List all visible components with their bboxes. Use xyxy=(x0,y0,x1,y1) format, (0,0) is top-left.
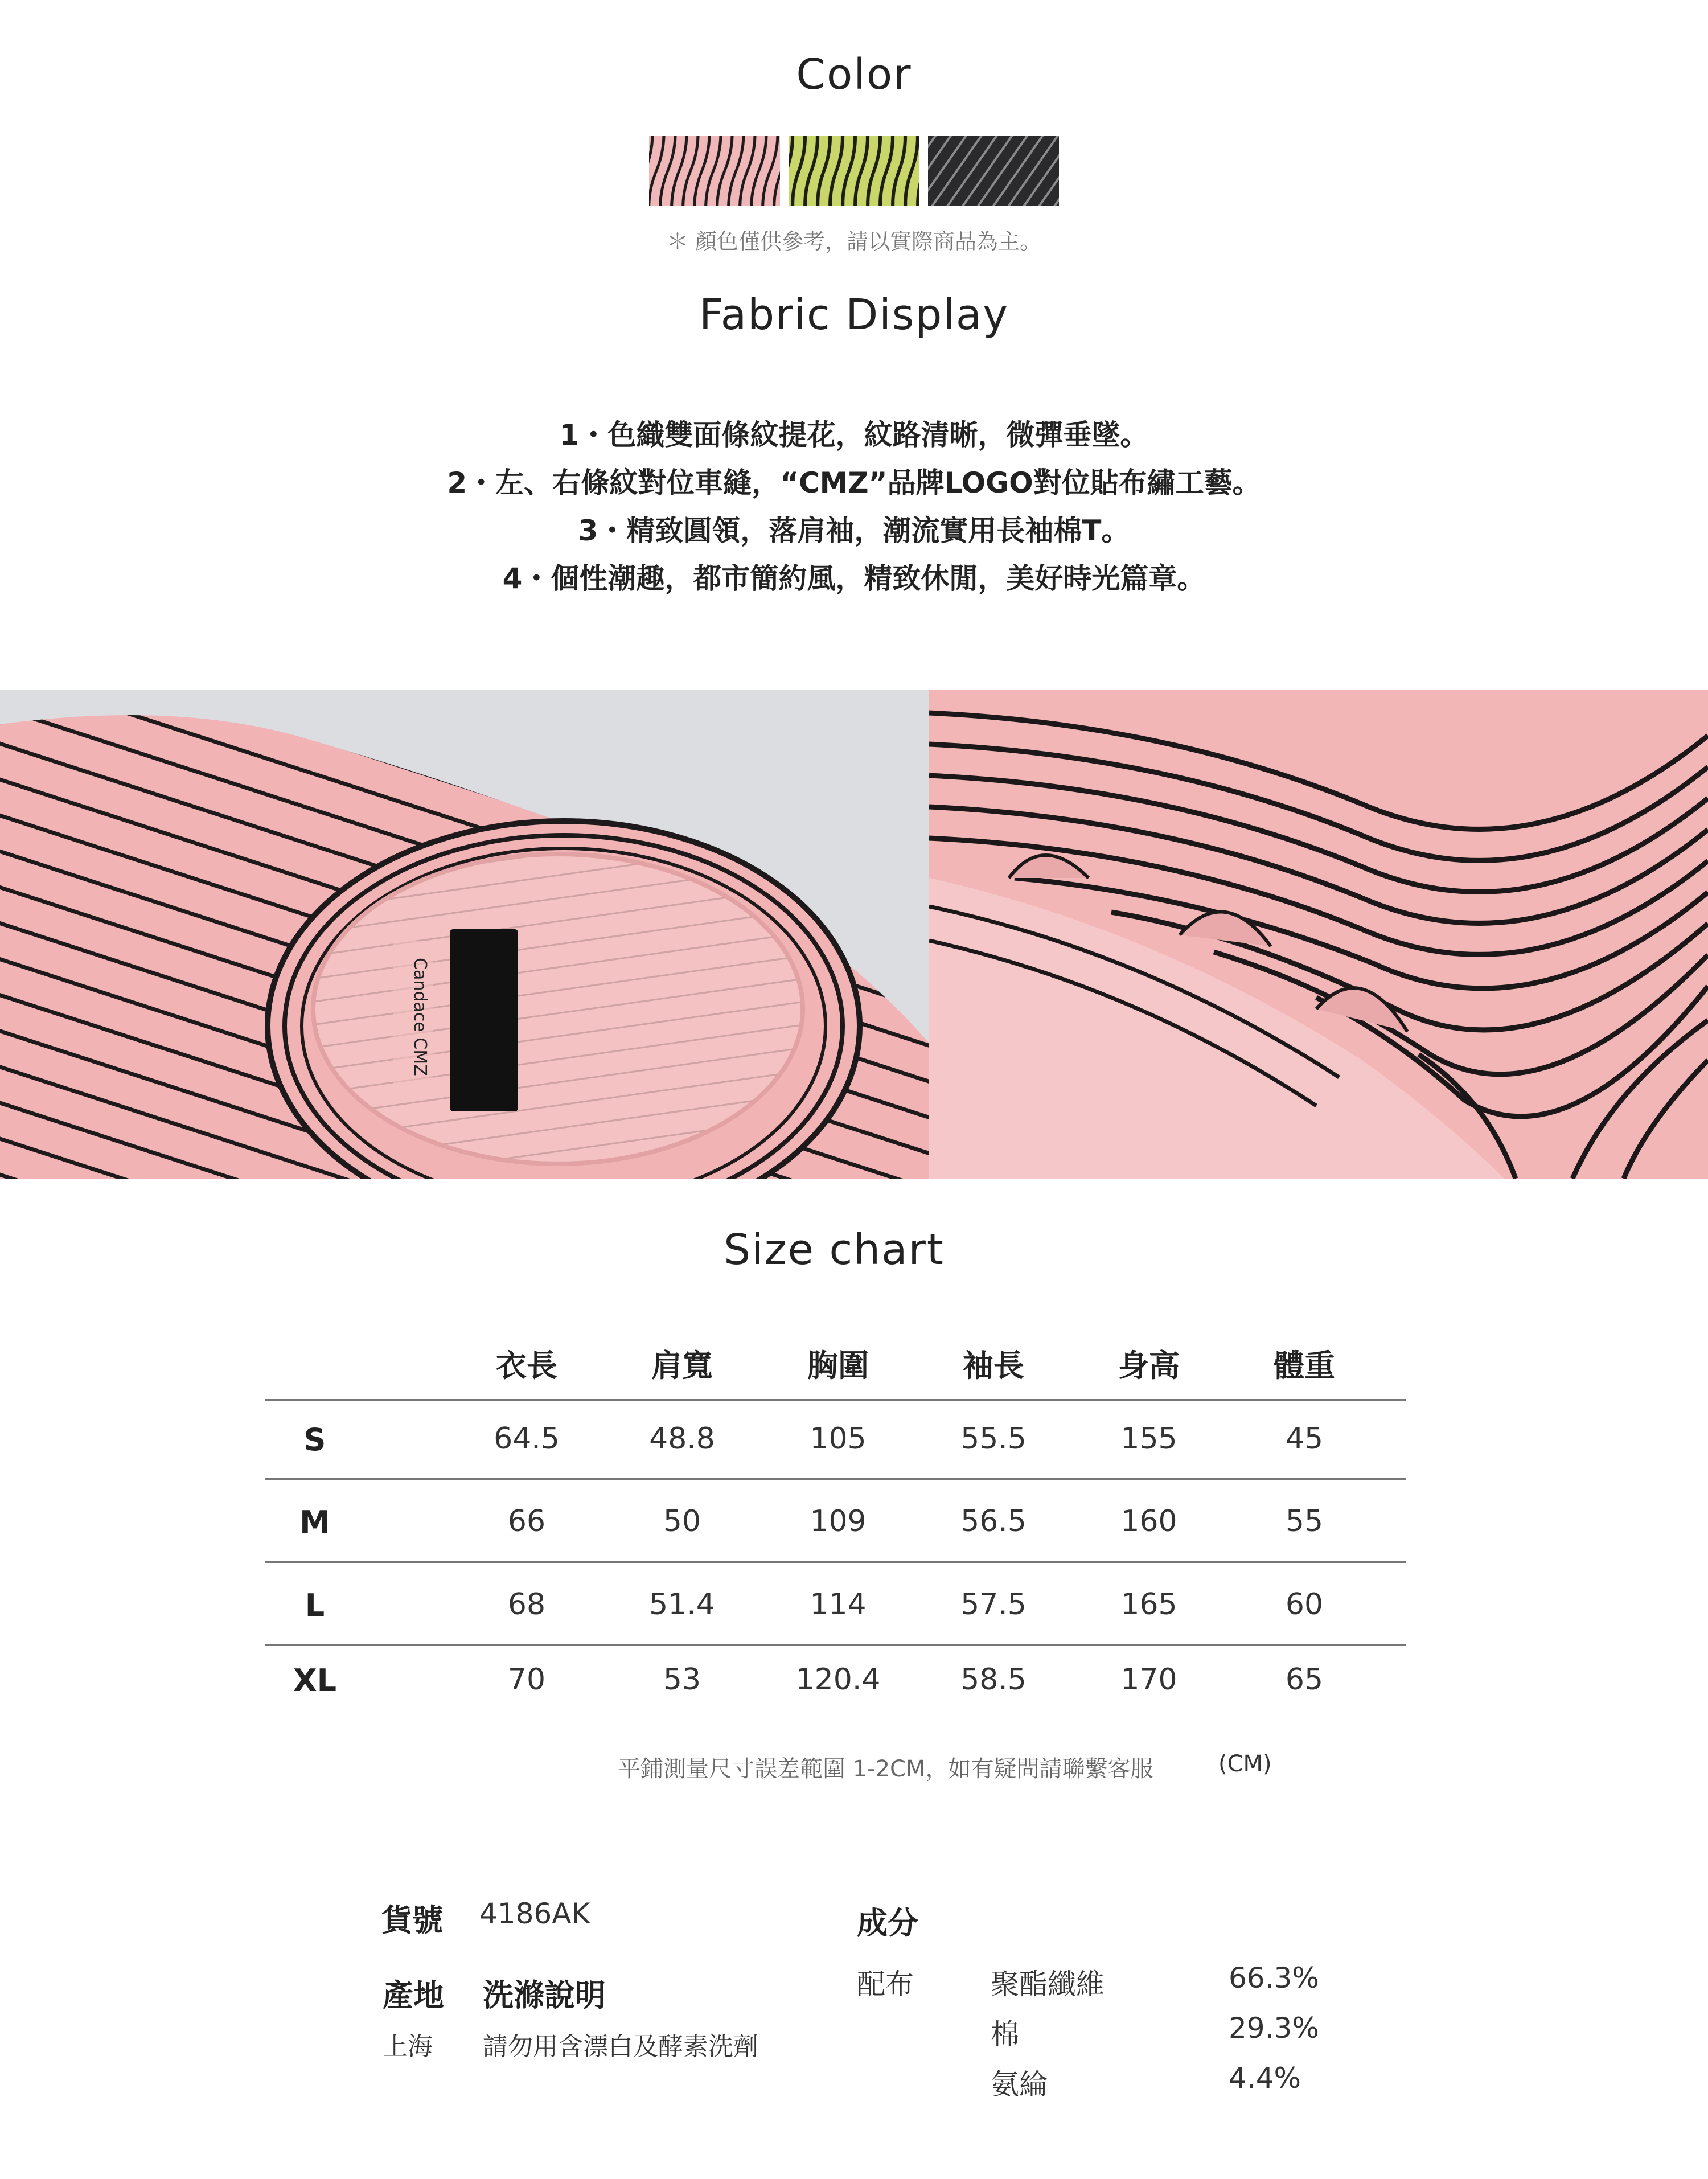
table-cell: 155 xyxy=(1120,1422,1177,1456)
collar-photo xyxy=(0,690,929,1179)
table-cell: 57.5 xyxy=(960,1587,1027,1622)
table-cell: 60 xyxy=(1285,1587,1324,1622)
table-cell: 53 xyxy=(663,1663,701,1697)
table-cell: 50 xyxy=(663,1504,701,1538)
col-header: 袖長 xyxy=(963,1348,1024,1384)
origin-value: 上海 xyxy=(383,2032,433,2061)
table-cell: 51.4 xyxy=(649,1587,715,1622)
feature-item: 3・精致圓領，落肩袖，潮流實用長袖棉T。 xyxy=(578,514,1130,547)
col-header: 胸圍 xyxy=(807,1348,869,1384)
table-cell: 55.5 xyxy=(960,1422,1027,1456)
table-cell: 66 xyxy=(507,1504,546,1538)
table-cell: 120.4 xyxy=(795,1663,881,1697)
item-no-value: 4186AK xyxy=(479,1897,590,1930)
table-cell: 55 xyxy=(1285,1504,1324,1538)
swatch-pink xyxy=(649,136,780,206)
table-rule xyxy=(265,1478,1406,1480)
table-cell: 105 xyxy=(810,1422,867,1456)
neck-label-text: Candace CMZ xyxy=(410,958,430,1076)
table-cell: 114 xyxy=(810,1587,867,1622)
col-header: 身高 xyxy=(1118,1348,1180,1384)
size-label: L xyxy=(305,1587,325,1623)
swatch-lime xyxy=(789,136,919,206)
table-rule xyxy=(265,1561,1406,1563)
part-label: 配布 xyxy=(857,1968,914,2001)
wash-value: 請勿用含漂白及酵素洗劑 xyxy=(483,2032,758,2061)
wash-label: 洗滌說明 xyxy=(483,1977,606,2013)
swatch-black xyxy=(928,136,1059,206)
color-note: ＊ 顏色僅供參考，請以實際商品為主。 xyxy=(666,229,1042,254)
material-percent: 29.3% xyxy=(1229,2012,1319,2045)
feature-item: 4・個性潮趣，都市簡約風，精致休閒，美好時光篇章。 xyxy=(502,562,1206,595)
table-rule xyxy=(265,1399,1406,1401)
col-header: 衣長 xyxy=(496,1348,557,1384)
table-cell: 58.5 xyxy=(960,1663,1027,1697)
feature-item: 1・色織雙面條紋提花，紋路清晰，微彈垂墜。 xyxy=(559,418,1149,452)
table-cell: 48.8 xyxy=(649,1422,715,1456)
table-cell: 170 xyxy=(1120,1663,1177,1697)
table-cell: 165 xyxy=(1120,1587,1177,1622)
size-label: XL xyxy=(293,1663,337,1698)
table-cell: 68 xyxy=(507,1587,546,1622)
table-cell: 160 xyxy=(1120,1504,1177,1538)
hem-photo xyxy=(929,690,1708,1179)
material-name: 棉 xyxy=(991,2018,1019,2051)
color-title: Color xyxy=(796,50,912,99)
size-note: 平鋪測量尺寸誤差範圍 1-2CM，如有疑問請聯繫客服 xyxy=(618,1756,1153,1782)
material-percent: 4.4% xyxy=(1229,2062,1301,2095)
table-cell: 65 xyxy=(1285,1663,1324,1697)
size-chart-title: Size chart xyxy=(724,1225,945,1274)
size-label: S xyxy=(303,1422,326,1458)
unit-label: (CM) xyxy=(1218,1751,1272,1777)
material-name: 聚酯纖維 xyxy=(991,1968,1105,2001)
origin-label: 產地 xyxy=(383,1977,444,2013)
table-cell: 45 xyxy=(1285,1422,1324,1456)
col-header: 肩寬 xyxy=(651,1348,713,1384)
material-name: 氨綸 xyxy=(991,2068,1048,2101)
composition-label: 成分 xyxy=(857,1905,918,1941)
fabric-title: Fabric Display xyxy=(699,290,1009,339)
item-no-label: 貨號 xyxy=(381,1902,443,1938)
table-rule xyxy=(265,1644,1406,1646)
table-cell: 56.5 xyxy=(960,1504,1027,1538)
feature-item: 2・左、右條紋對位車縫，“CMZ”品牌LOGO對位貼布繡工藝。 xyxy=(447,466,1261,499)
table-cell: 64.5 xyxy=(494,1422,560,1456)
size-label: M xyxy=(299,1504,330,1540)
feature-list xyxy=(0,411,1708,602)
table-cell: 70 xyxy=(507,1663,546,1697)
material-percent: 66.3% xyxy=(1229,1961,1319,1995)
col-header: 體重 xyxy=(1274,1348,1335,1384)
table-cell: 109 xyxy=(810,1504,867,1538)
